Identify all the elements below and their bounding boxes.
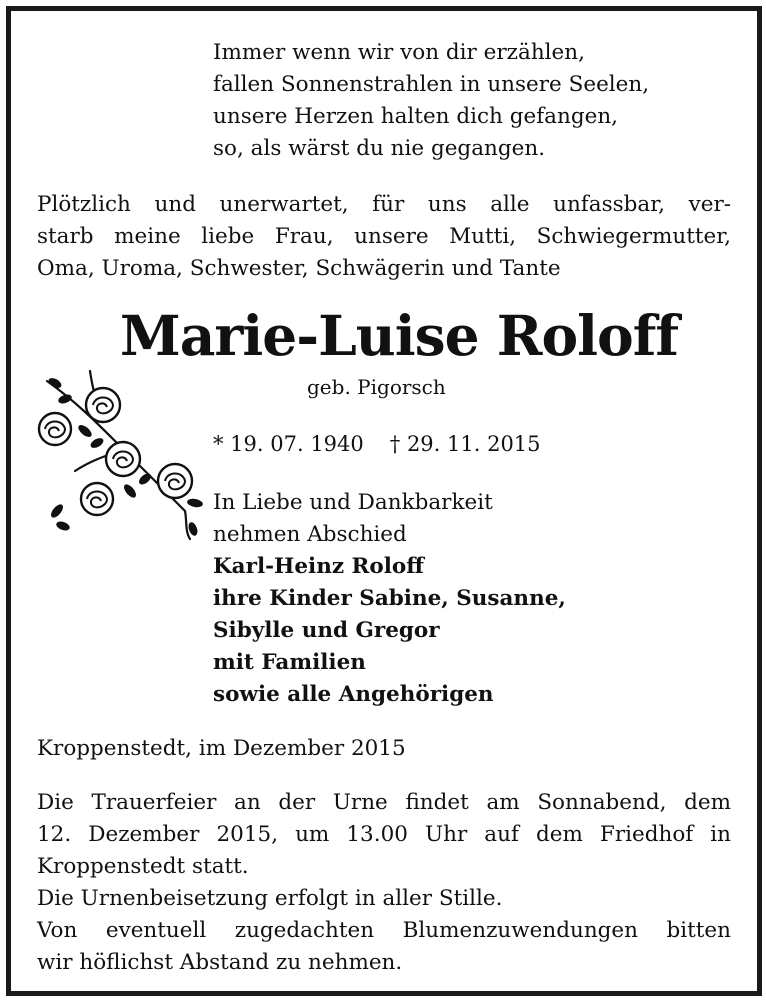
poem-line: so, als wärst du nie gegangen. xyxy=(213,136,546,161)
maiden-name: geb. Pigorsch xyxy=(307,375,446,399)
intro-text xyxy=(37,189,731,285)
funeral-line: Kroppenstedt statt. xyxy=(37,854,249,879)
obituary-frame xyxy=(6,6,762,996)
mourners-intro-line: In Liebe und Dankbarkeit xyxy=(213,490,493,515)
poem-line: unsere Herzen halten dich gefangen, xyxy=(213,104,618,129)
mourner-name: mit Familien xyxy=(213,650,366,675)
life-dates xyxy=(213,429,541,459)
funeral-line: Von eventuell zugedachten Blumenzuwendungen bitten xyxy=(37,918,731,943)
deceased-name: Marie-Luise Roloff xyxy=(119,303,679,368)
birth-date: * 19. 07. 1940 xyxy=(213,432,364,456)
mourner-name: Sibylle und Gregor xyxy=(213,618,440,643)
mourner-name: sowie alle Angehörigen xyxy=(213,682,494,707)
intro-line: Plötzlich und unerwartet, für uns alle unfassbar, ver- xyxy=(37,192,731,217)
poem-line: Immer wenn wir von dir erzählen, xyxy=(213,40,585,65)
funeral-line: 12. Dezember 2015, um 13.00 Uhr auf dem Friedhof in xyxy=(37,822,731,847)
intro-line: starb meine liebe Frau, unsere Mutti, Schwiegermutter, xyxy=(37,224,731,249)
roses-branch-icon xyxy=(35,361,215,541)
mourner-name: ihre Kinder Sabine, Susanne, xyxy=(213,586,566,611)
funeral-line: Die Trauerfeier an der Urne findet am Sonnabend, dem xyxy=(37,790,731,815)
mourners-intro-line: nehmen Abschied xyxy=(213,522,407,547)
poem xyxy=(213,37,649,165)
funeral-line: wir höflichst Abstand zu nehmen. xyxy=(37,950,403,975)
mourners xyxy=(213,487,566,711)
intro-line: Oma, Uroma, Schwester, Schwägerin und Tante xyxy=(37,256,561,281)
mourner-name: Karl-Heinz Roloff xyxy=(213,554,424,579)
death-date: † 29. 11. 2015 xyxy=(389,432,541,456)
poem-line: fallen Sonnenstrahlen in unsere Seelen, xyxy=(213,72,650,97)
funeral-line: Die Urnenbeisetzung erfolgt in aller Stille. xyxy=(37,886,503,911)
funeral-info xyxy=(37,787,731,979)
place-date: Kroppenstedt, im Dezember 2015 xyxy=(37,736,406,761)
